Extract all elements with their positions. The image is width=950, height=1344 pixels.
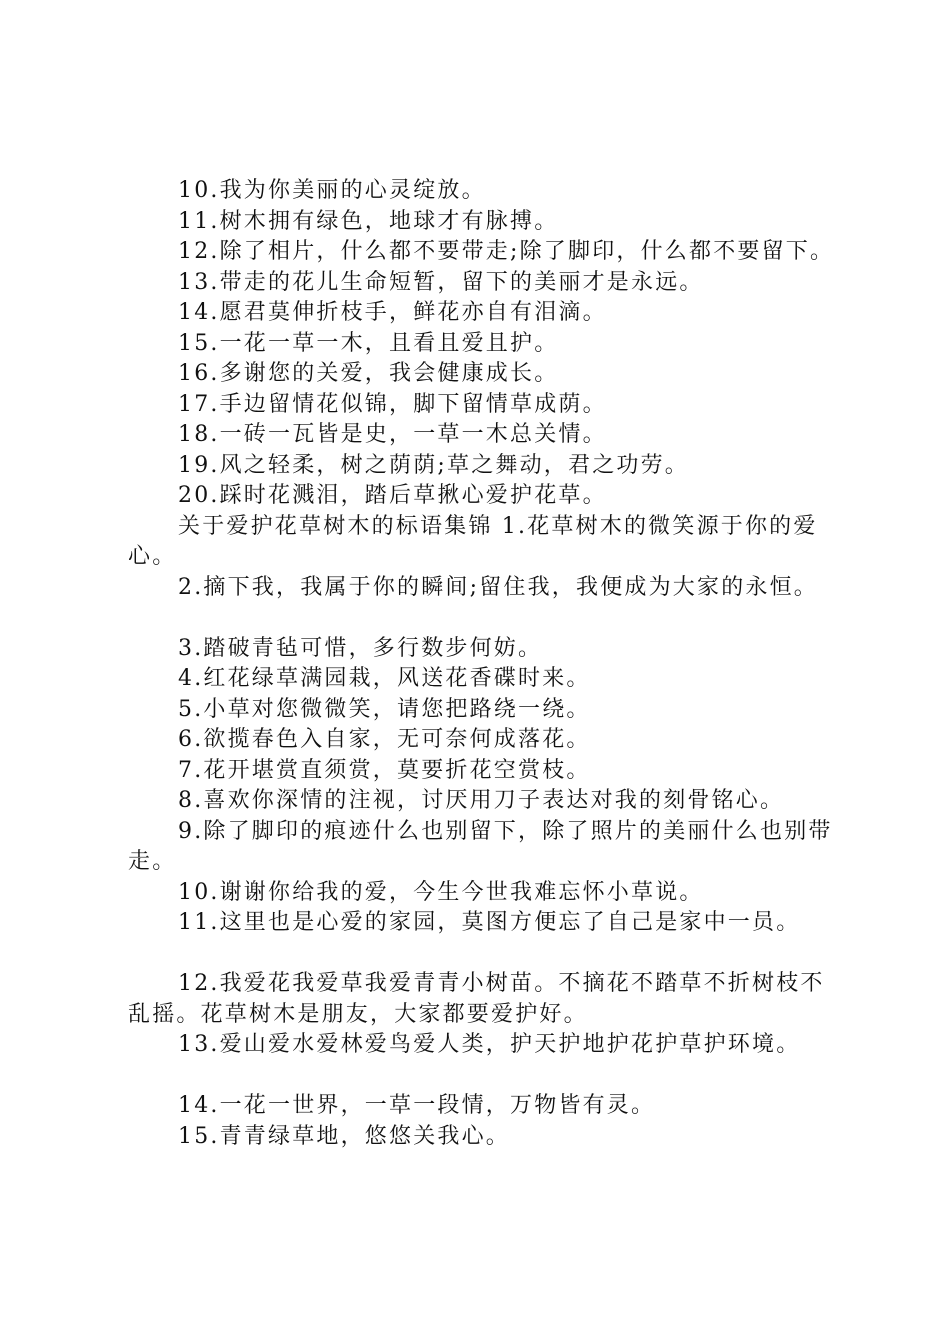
blank-line <box>128 939 848 970</box>
text-line: 14.愿君莫伸折枝手，鲜花亦自有泪滴。 <box>178 300 607 325</box>
text-line: 10.谢谢你给我的爱，今生今世我难忘怀小草说。 <box>178 879 704 905</box>
text-line: 8.喜欢你深情的注视，讨厌用刀子表达对我的刻骨铭心。 <box>178 788 785 813</box>
text-line: 7.花开堪赏直须赏，莫要折花空赏枝。 <box>178 757 591 783</box>
text-line: 4.红花绿草满园栽，风送花香碟时来。 <box>178 666 591 691</box>
text-line: 20.踩时花溅泪，踏后草揪心爱护花草。 <box>178 483 607 508</box>
text-line: 15.青青绿草地，悠悠关我心。 <box>178 1123 510 1149</box>
text-line: 12.除了相片，什么都不要带走;除了脚印，什么都不要留下。 <box>178 239 835 264</box>
text-line: 18.一砖一瓦皆是史，一草一木总关情。 <box>178 422 607 447</box>
text-line: 6.欲揽春色入自家，无可奈何成落花。 <box>178 727 591 752</box>
text-line: 11.树木拥有绿色，地球才有脉搏。 <box>178 208 559 234</box>
blank-line <box>128 1061 848 1092</box>
text-line: 12.我爱花我爱草我爱青青小树苗。不摘花不踏草不折树枝不乱摇。花草树木是朋友，大家都要爱护好。 <box>128 971 825 1027</box>
text-line: 10.我为你美丽的心灵绽放。 <box>178 178 486 203</box>
section-heading-line: 关于爱护花草树木的标语集锦 1.花草树木的微笑源于你的爱心。 <box>128 513 818 569</box>
text-line: 13.爱山爱水爱林爱鸟爱人类，护天护地护花护草护环境。 <box>178 1032 801 1057</box>
text-line: 11.这里也是心爱的家园，莫图方便忘了自己是家中一员。 <box>178 910 801 935</box>
text-line: 14.一花一世界，一草一段情，万物皆有灵。 <box>178 1093 656 1118</box>
text-line: 3.踏破青毡可惜，多行数步何妨。 <box>178 635 543 661</box>
text-line: 5.小草对您微微笑，请您把路绕一绕。 <box>178 696 591 722</box>
text-line: 17.手边留情花似锦，脚下留情草成荫。 <box>178 391 607 417</box>
text-line: 9.除了脚印的痕迹什么也别留下，除了照片的美丽什么也别带走。 <box>128 818 833 874</box>
document-body <box>128 176 848 1152</box>
text-line: 2.摘下我，我属于你的瞬间;留住我，我便成为大家的永恒。 <box>178 574 819 600</box>
text-line: 15.一花一草一木，且看且爱且护。 <box>178 330 559 356</box>
text-line: 13.带走的花儿生命短暂，留下的美丽才是永远。 <box>178 269 704 295</box>
text-line: 19.风之轻柔，树之荫荫;草之舞动，君之功劳。 <box>178 452 690 478</box>
text-line: 16.多谢您的关爱，我会健康成长。 <box>178 361 559 386</box>
blank-line <box>128 603 848 634</box>
